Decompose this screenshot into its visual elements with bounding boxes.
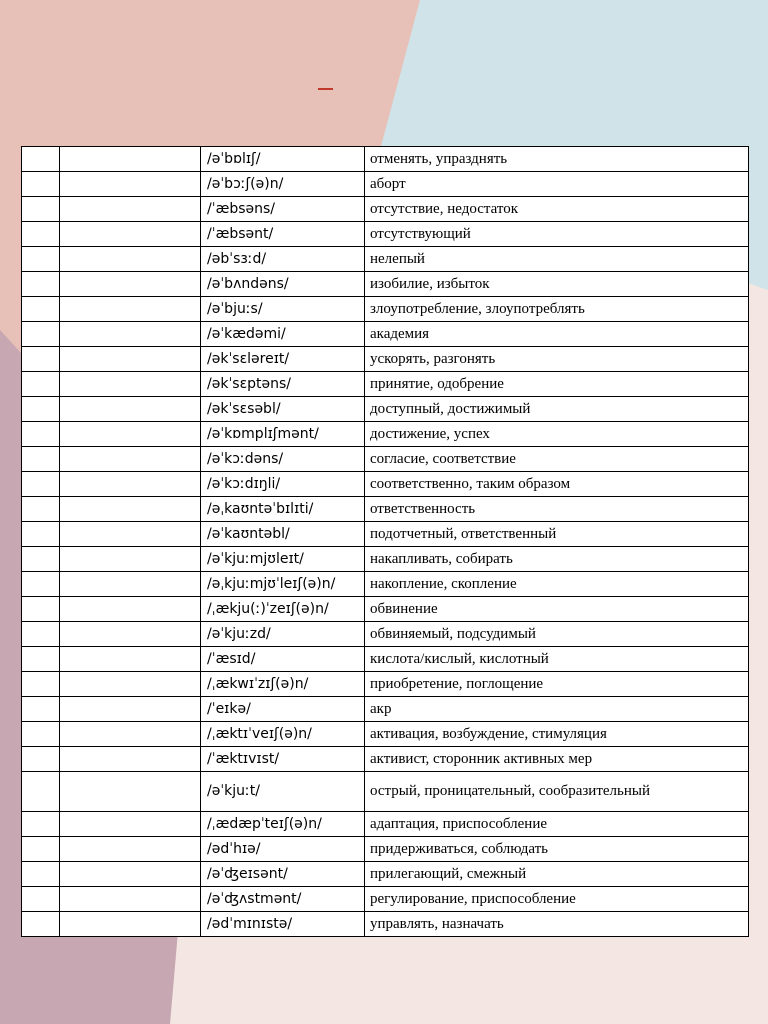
- row-number-cell: [22, 322, 60, 347]
- table-row: [22, 812, 749, 837]
- translation-cell: приобретение, поглощение: [365, 672, 749, 697]
- row-number-cell: [22, 697, 60, 722]
- word-cell: [60, 547, 201, 572]
- translation-cell: принятие, одобрение: [365, 372, 749, 397]
- word-cell: [60, 372, 201, 397]
- transcription-cell: /ˌæktɪˈveɪʃ(ə)n/: [201, 722, 365, 747]
- translation-cell: накопление, скопление: [365, 572, 749, 597]
- table-row: [22, 837, 749, 862]
- translation-cell: аборт: [365, 172, 749, 197]
- transcription-cell: /əkˈsɛsəbl/: [201, 397, 365, 422]
- word-cell: [60, 647, 201, 672]
- row-number-cell: [22, 812, 60, 837]
- table-row: [22, 622, 749, 647]
- translation-cell: согласие, соответствие: [365, 447, 749, 472]
- translation-cell: активист, сторонник активных мер: [365, 747, 749, 772]
- translation-cell: регулирование, приспособление: [365, 887, 749, 912]
- word-cell: [60, 472, 201, 497]
- table-row: [22, 522, 749, 547]
- transcription-cell: /əˈbɔːʃ(ə)n/: [201, 172, 365, 197]
- row-number-cell: [22, 472, 60, 497]
- table-row: [22, 397, 749, 422]
- transcription-cell: /əkˈsɛləreɪt/: [201, 347, 365, 372]
- translation-cell: кислота/кислый, кислотный: [365, 647, 749, 672]
- row-number-cell: [22, 862, 60, 887]
- translation-cell: злоупотребление, злоупотреблять: [365, 297, 749, 322]
- word-cell: [60, 297, 201, 322]
- transcription-cell: /əˈʤʌstmənt/: [201, 887, 365, 912]
- translation-cell: накапливать, собирать: [365, 547, 749, 572]
- translation-cell: подотчетный, ответственный: [365, 522, 749, 547]
- word-cell: [60, 862, 201, 887]
- row-number-cell: [22, 622, 60, 647]
- word-cell: [60, 747, 201, 772]
- word-cell: [60, 887, 201, 912]
- transcription-cell: /ˌædæpˈteɪʃ(ə)n/: [201, 812, 365, 837]
- table-row: [22, 272, 749, 297]
- table-row: [22, 372, 749, 397]
- row-number-cell: [22, 197, 60, 222]
- transcription-cell: /əˈkjuːt/: [201, 772, 365, 812]
- word-cell: [60, 147, 201, 172]
- row-number-cell: [22, 372, 60, 397]
- word-cell: [60, 222, 201, 247]
- row-number-cell: [22, 597, 60, 622]
- word-cell: [60, 397, 201, 422]
- table-row: [22, 862, 749, 887]
- table-row: [22, 722, 749, 747]
- word-cell: [60, 422, 201, 447]
- transcription-cell: /əkˈsɛptəns/: [201, 372, 365, 397]
- transcription-cell: /əˈkjuːmjʊleɪt/: [201, 547, 365, 572]
- transcription-cell: /ˈæbsənt/: [201, 222, 365, 247]
- table-row: [22, 422, 749, 447]
- transcription-cell: /əˈbɒlɪʃ/: [201, 147, 365, 172]
- table-row: [22, 747, 749, 772]
- word-cell: [60, 572, 201, 597]
- row-number-cell: [22, 837, 60, 862]
- accent-dash: [318, 88, 333, 90]
- row-number-cell: [22, 297, 60, 322]
- word-cell: [60, 172, 201, 197]
- table-row: [22, 472, 749, 497]
- transcription-cell: /əˌkaʊntəˈbɪlɪti/: [201, 497, 365, 522]
- word-cell: [60, 497, 201, 522]
- translation-cell: обвинение: [365, 597, 749, 622]
- vocabulary-table: [21, 146, 749, 937]
- table-row: [22, 147, 749, 172]
- transcription-cell: /əˈkɔːdɪŋli/: [201, 472, 365, 497]
- row-number-cell: [22, 347, 60, 372]
- translation-cell: академия: [365, 322, 749, 347]
- word-cell: [60, 347, 201, 372]
- table-row: [22, 912, 749, 937]
- translation-cell: изобилие, избыток: [365, 272, 749, 297]
- transcription-cell: /əˈkædəmi/: [201, 322, 365, 347]
- translation-cell: обвиняемый, подсудимый: [365, 622, 749, 647]
- row-number-cell: [22, 547, 60, 572]
- transcription-cell: /ədˈmɪnɪstə/: [201, 912, 365, 937]
- row-number-cell: [22, 912, 60, 937]
- table-row: [22, 497, 749, 522]
- word-cell: [60, 772, 201, 812]
- translation-cell: акр: [365, 697, 749, 722]
- word-cell: [60, 197, 201, 222]
- word-cell: [60, 912, 201, 937]
- transcription-cell: /əˈʤeɪsənt/: [201, 862, 365, 887]
- transcription-cell: /ˌækju(ː)ˈzeɪʃ(ə)n/: [201, 597, 365, 622]
- transcription-cell: /ˈæbsəns/: [201, 197, 365, 222]
- transcription-cell: /ˈæktɪvɪst/: [201, 747, 365, 772]
- translation-cell: соответственно, таким образом: [365, 472, 749, 497]
- translation-cell: активация, возбуждение, стимуляция: [365, 722, 749, 747]
- table-row: [22, 347, 749, 372]
- row-number-cell: [22, 247, 60, 272]
- transcription-cell: /əˈbʌndəns/: [201, 272, 365, 297]
- row-number-cell: [22, 222, 60, 247]
- row-number-cell: [22, 272, 60, 297]
- table-row: [22, 772, 749, 812]
- row-number-cell: [22, 497, 60, 522]
- table-row: [22, 572, 749, 597]
- word-cell: [60, 672, 201, 697]
- vocabulary-table-body: [22, 147, 749, 937]
- translation-cell: управлять, назначать: [365, 912, 749, 937]
- translation-cell: отменять, упразднять: [365, 147, 749, 172]
- word-cell: [60, 837, 201, 862]
- row-number-cell: [22, 887, 60, 912]
- word-cell: [60, 247, 201, 272]
- word-cell: [60, 447, 201, 472]
- table-row: [22, 447, 749, 472]
- transcription-cell: /əˈkɔːdəns/: [201, 447, 365, 472]
- translation-cell: острый, проницательный, сообразительный: [365, 772, 749, 812]
- table-row: [22, 297, 749, 322]
- translation-cell: ускорять, разгонять: [365, 347, 749, 372]
- table-row: [22, 697, 749, 722]
- table-row: [22, 197, 749, 222]
- table-row: [22, 222, 749, 247]
- row-number-cell: [22, 572, 60, 597]
- row-number-cell: [22, 647, 60, 672]
- table-row: [22, 172, 749, 197]
- translation-cell: нелепый: [365, 247, 749, 272]
- row-number-cell: [22, 147, 60, 172]
- transcription-cell: /əˈkjuːzd/: [201, 622, 365, 647]
- translation-cell: достижение, успех: [365, 422, 749, 447]
- row-number-cell: [22, 722, 60, 747]
- translation-cell: адаптация, приспособление: [365, 812, 749, 837]
- table-row: [22, 647, 749, 672]
- row-number-cell: [22, 522, 60, 547]
- translation-cell: придерживаться, соблюдать: [365, 837, 749, 862]
- transcription-cell: /ˈæsɪd/: [201, 647, 365, 672]
- transcription-cell: /ədˈhɪə/: [201, 837, 365, 862]
- word-cell: [60, 812, 201, 837]
- table-row: [22, 887, 749, 912]
- table-row: [22, 547, 749, 572]
- row-number-cell: [22, 172, 60, 197]
- row-number-cell: [22, 672, 60, 697]
- word-cell: [60, 272, 201, 297]
- table-row: [22, 322, 749, 347]
- table-row: [22, 597, 749, 622]
- row-number-cell: [22, 397, 60, 422]
- word-cell: [60, 622, 201, 647]
- table-row: [22, 672, 749, 697]
- word-cell: [60, 722, 201, 747]
- translation-cell: доступный, достижимый: [365, 397, 749, 422]
- word-cell: [60, 522, 201, 547]
- row-number-cell: [22, 447, 60, 472]
- transcription-cell: /əˌkjuːmjʊˈleɪʃ(ə)n/: [201, 572, 365, 597]
- translation-cell: отсутствующий: [365, 222, 749, 247]
- word-cell: [60, 597, 201, 622]
- transcription-cell: /əbˈsɜːd/: [201, 247, 365, 272]
- row-number-cell: [22, 422, 60, 447]
- transcription-cell: /ˌækwɪˈzɪʃ(ə)n/: [201, 672, 365, 697]
- word-cell: [60, 322, 201, 347]
- translation-cell: ответственность: [365, 497, 749, 522]
- translation-cell: отсутствие, недостаток: [365, 197, 749, 222]
- transcription-cell: /əˈkaʊntəbl/: [201, 522, 365, 547]
- transcription-cell: /əˈbjuːs/: [201, 297, 365, 322]
- word-cell: [60, 697, 201, 722]
- transcription-cell: /əˈkɒmplɪʃmənt/: [201, 422, 365, 447]
- row-number-cell: [22, 772, 60, 812]
- row-number-cell: [22, 747, 60, 772]
- translation-cell: прилегающий, смежный: [365, 862, 749, 887]
- transcription-cell: /ˈeɪkə/: [201, 697, 365, 722]
- table-row: [22, 247, 749, 272]
